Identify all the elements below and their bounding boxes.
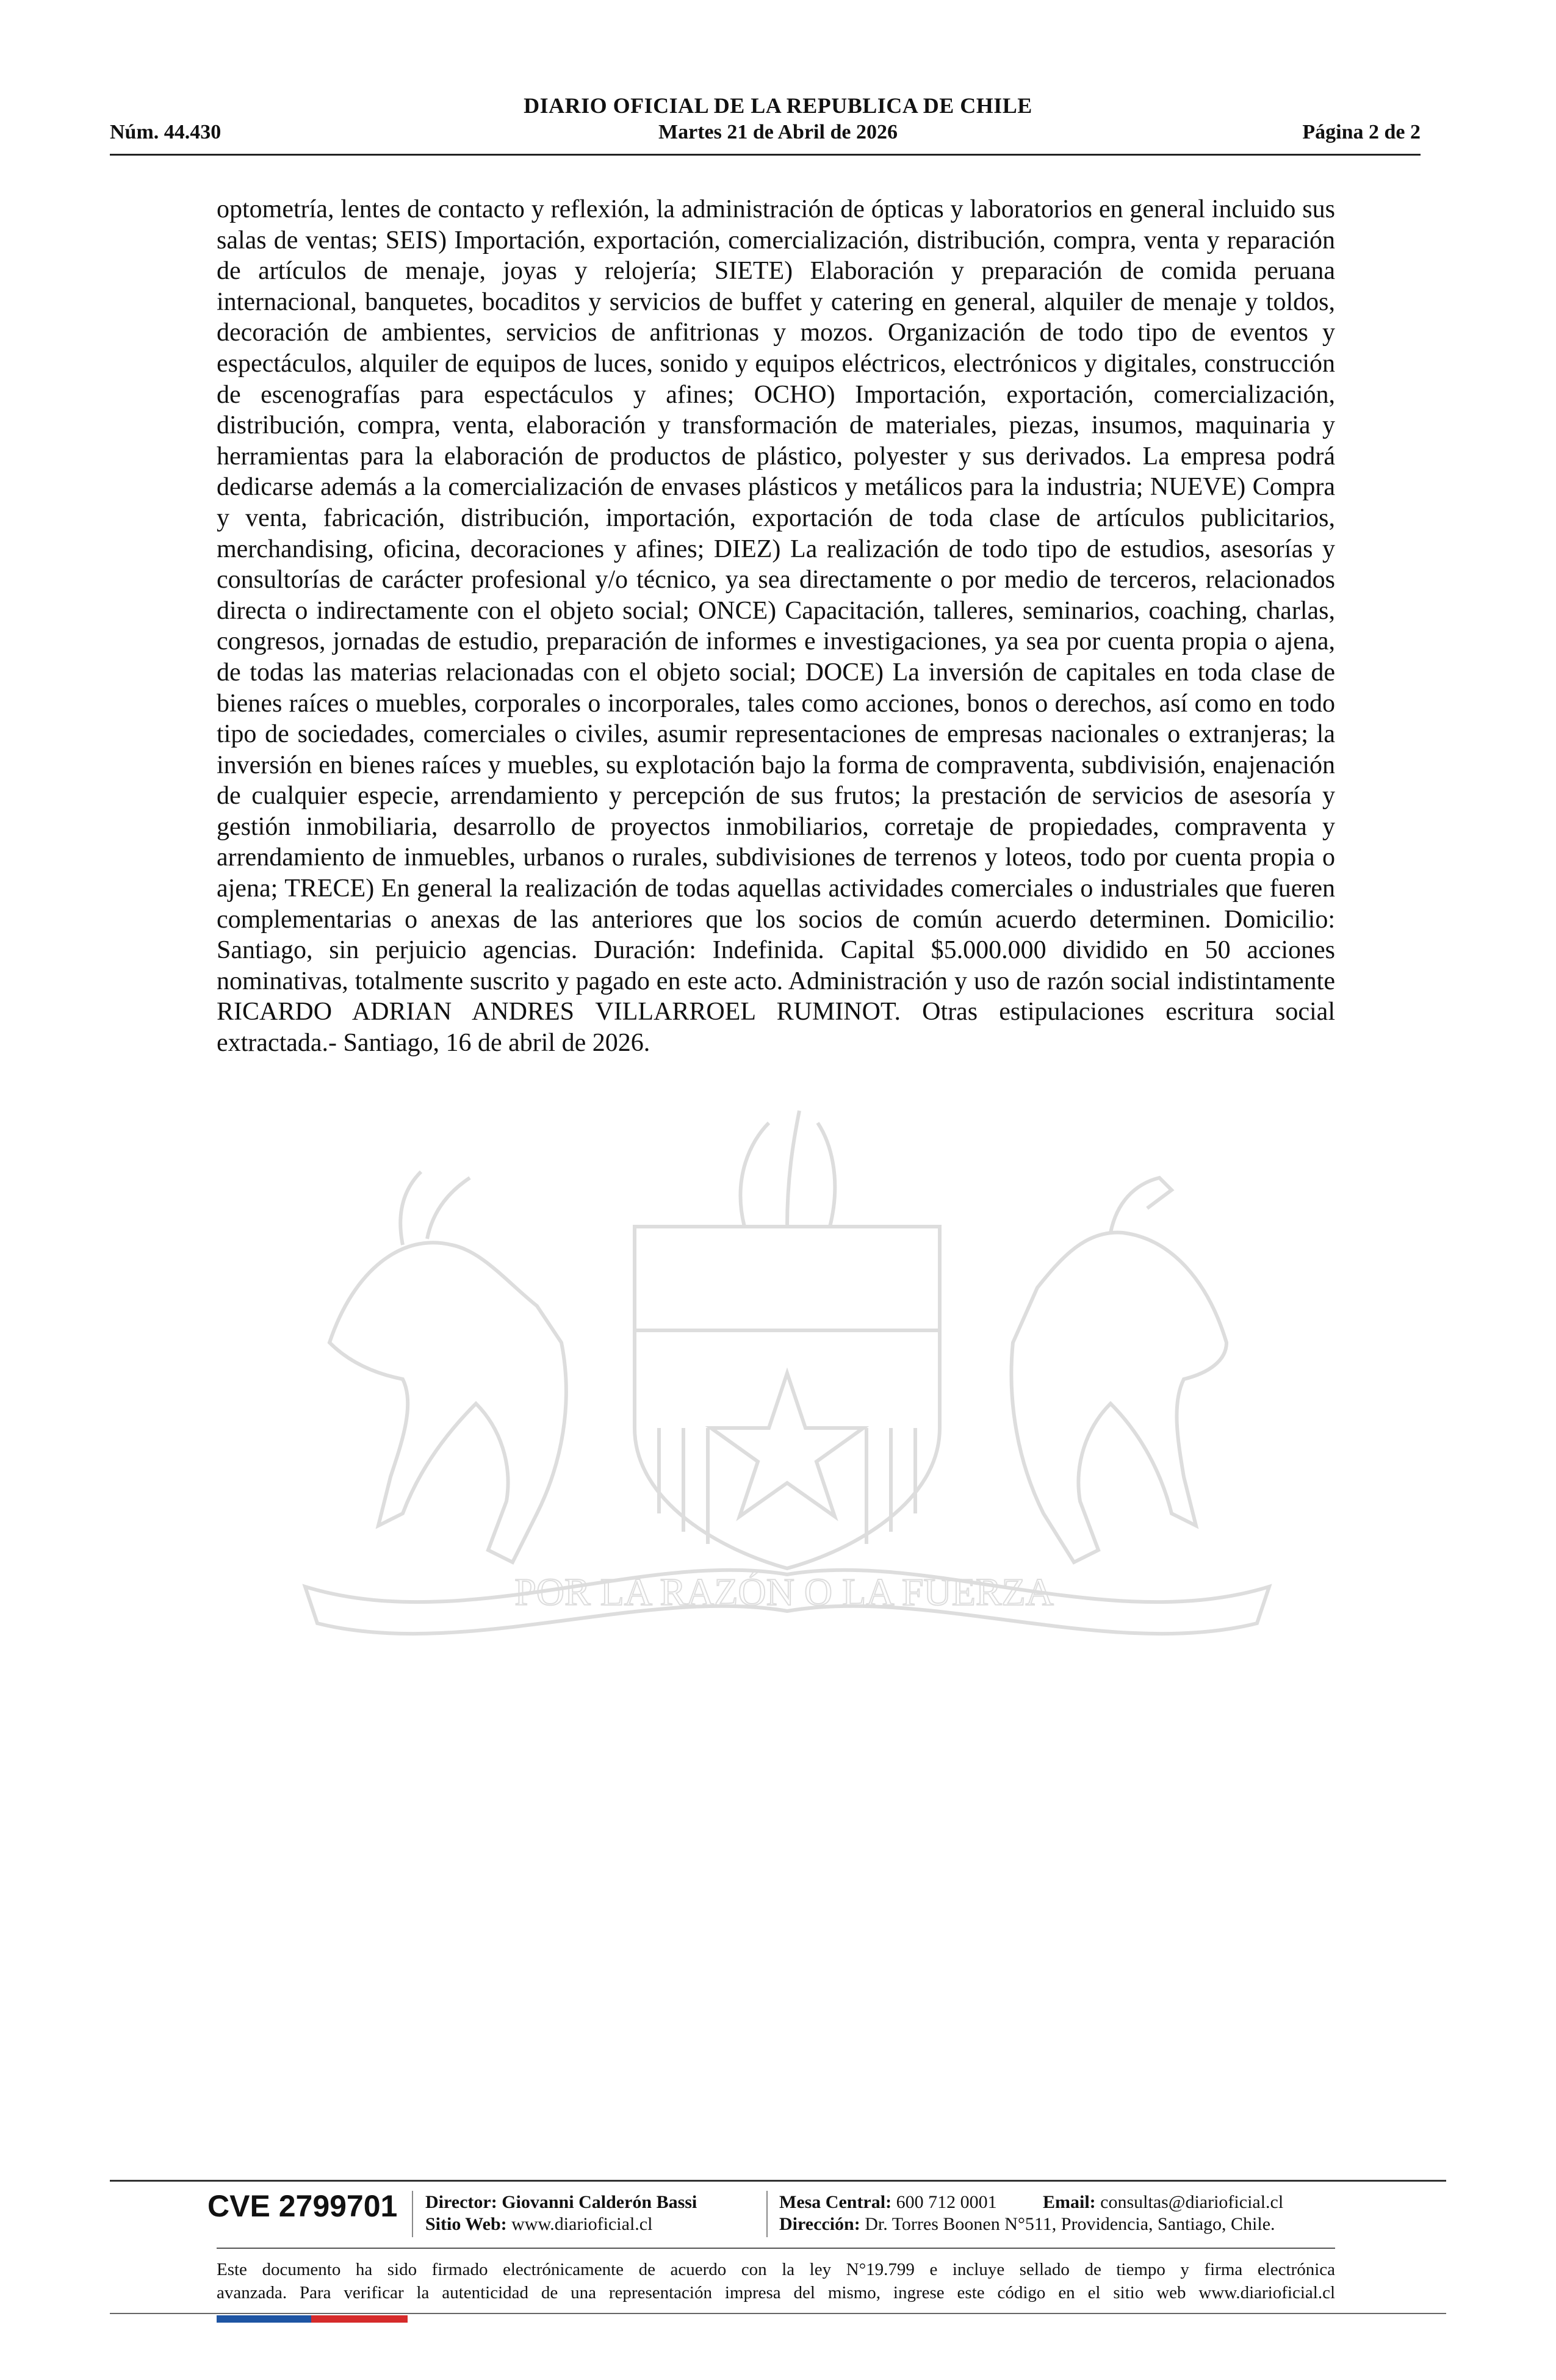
coat-of-arms-watermark bbox=[220, 1086, 1349, 1666]
publication-title: DIARIO OFICIAL DE LA REPUBLICA DE CHILE bbox=[524, 93, 1032, 118]
header-divider bbox=[110, 154, 1421, 156]
flag-stripe-red bbox=[311, 2315, 408, 2323]
email-label: Email: bbox=[1043, 2192, 1096, 2212]
website-label: Sitio Web: bbox=[425, 2214, 507, 2234]
website-link[interactable]: www.diarioficial.cl bbox=[511, 2214, 653, 2234]
signature-notice-line2: avanzada. Para verificar la autenticidad de una representación impresa del mismo, ingrese este código en el sitio web www.diarioficial.cl bbox=[217, 2283, 1335, 2302]
footer-separator bbox=[412, 2191, 413, 2237]
mesa-central-phone: 600 712 0001 bbox=[896, 2192, 997, 2212]
website-line bbox=[425, 2214, 652, 2235]
cve-code: CVE 2799701 bbox=[207, 2189, 398, 2223]
page-indicator: Página 2 de 2 bbox=[1302, 121, 1421, 143]
document-body: optometría, lentes de contacto y reflexión, la administración de ópticas y laboratorios en general incluido sus salas de ventas; SEIS) Importación, exportación, comercialización, distribución, compra, venta y reparación de artículos de menaje, joyas y relojería; SIETE) Elaboración y preparación de comida peruana internacional, banquetes, bocaditos y servicios de buffet y catering en general, alquiler de menaje y toldos, decoración de ambientes, servicios de anfitrionas y mozos. Organización de todo tipo de eventos y espectáculos, alquiler de equipos de luces, sonido y equipos eléctricos, electrónicos y digitales, construcción de escenografías para espectáculos y afines; OCHO) Importación, exportación, comercialización, distribución, compra, venta, elaboración y transformación de materiales, piezas, insumos, maquinaria y herramientas para la elaboración de productos de plástico, polyester y sus derivados. La empresa podrá dedicarse además a la comercialización de envases plásticos y metálicos para la industria; NUEVE) Compra y venta, fabricación, distribución, importación, exportación de toda clase de artículos publicitarios, merchandising, oficina, decoraciones y afines; DIEZ) La realización de todo tipo de estudios, asesorías y consultorías de carácter profesional y/o técnico, ya sea directamente o por medio de terceros, relacionados directa o indirectamente con el objeto social; ONCE) Capacitación, talleres, seminarios, coaching, charlas, congresos, jornadas de estudio, preparación de informes e investigaciones, ya sea por cuenta propia o ajena, de todas las materias relacionadas con el objeto social; DOCE) La inversión de capitales en toda clase de bienes raíces o muebles, corporales o incorporales, tales como acciones, bonos o derechos, así como en todo tipo de sociedades, comerciales o civiles, asumir representaciones de empresas nacionales o extranjeras; la inversión en bienes raíces y muebles, su explotación bajo la forma de compraventa, subdivisión, enajenación de cualquier especie, arrendamiento y percepción de sus frutos; la prestación de servicios de asesoría y gestión inmobiliaria, desarrollo de proyectos inmobiliarios, corretaje de propiedades, compraventa y arrendamiento de inmuebles, urbanos o rurales, subdivisiones de terrenos y loteos, todo por cuenta propia o ajena; TRECE) En general la realización de todas aquellas actividades comerciales o industriales que fueren complementarias o anexas de las anteriores que los socios de común acuerdo determinen. Domicilio: Santiago, sin perjuicio agencias. Duración: Indefinida. Capital $5.000.000 dividido en 50 acciones nominativas, totalmente suscrito y pagado en este acto. Administración y uso de razón social indistintamente RICARDO ADRIAN ANDRES VILLARROEL RUMINOT. Otras estipulaciones escritura social extractada.- Santiago, 16 de abril de 2026. bbox=[217, 195, 1335, 1058]
publication-date: Martes 21 de Abril de 2026 bbox=[658, 121, 898, 143]
footer-separator bbox=[766, 2191, 768, 2237]
address-label: Dirección: bbox=[779, 2214, 860, 2234]
footer-divider-bottom bbox=[110, 2313, 1446, 2314]
signature-notice-line1: Este documento ha sido firmado electrónicamente de acuerdo con la ley N°19.799 e incluye sellado de tiempo y firma electrónica bbox=[217, 2260, 1335, 2279]
email-link[interactable]: consultas@diarioficial.cl bbox=[1100, 2192, 1284, 2212]
watermark-motto: POR LA RAZÓN O LA FUERZA bbox=[514, 1570, 1054, 1614]
mesa-central-line bbox=[779, 2192, 997, 2213]
address-value: Dr. Torres Boonen N°511, Providencia, Santiago, Chile. bbox=[865, 2214, 1275, 2234]
flag-stripe-blue bbox=[217, 2315, 311, 2323]
director-label: Director: bbox=[425, 2192, 497, 2212]
footer-divider-top bbox=[110, 2180, 1446, 2182]
address-line bbox=[779, 2214, 1275, 2235]
director-line bbox=[425, 2192, 697, 2213]
issue-number: Núm. 44.430 bbox=[110, 121, 222, 143]
footer-divider-mid bbox=[217, 2248, 1335, 2249]
email-line bbox=[1043, 2192, 1283, 2213]
mesa-central-label: Mesa Central: bbox=[779, 2192, 892, 2212]
director-name: Giovanni Calderón Bassi bbox=[502, 2192, 697, 2212]
